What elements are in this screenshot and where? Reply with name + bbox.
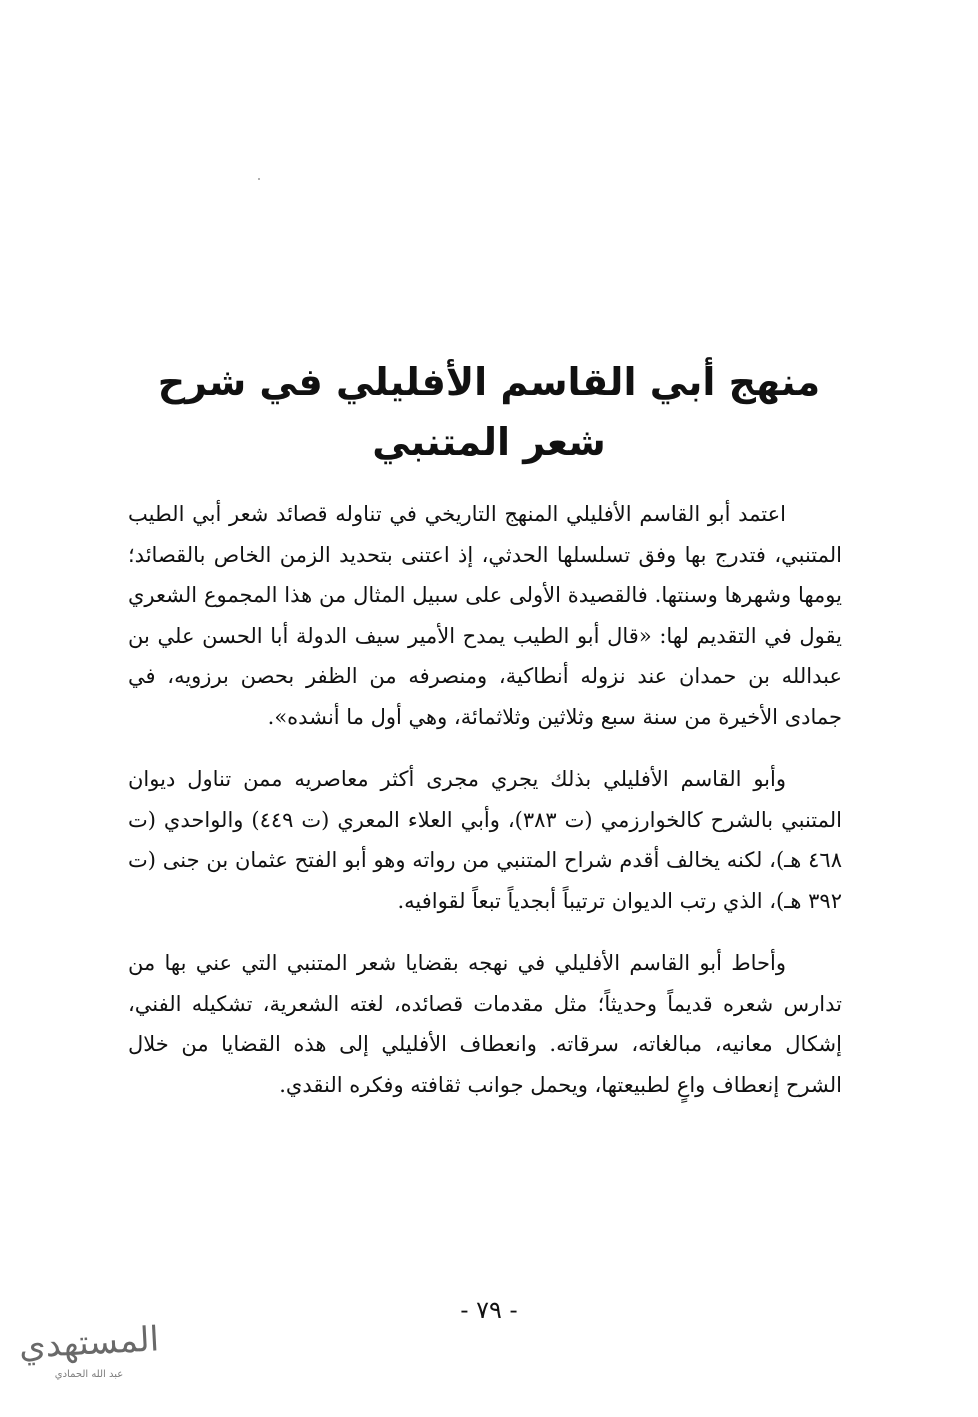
body-text xyxy=(128,494,842,1105)
paragraph-3: وأحاط أبو القاسم الأفليلي في نهجه بقضايا شعر المتنبي التي عني بها من تدارس شعره قديماً وحديثاً؛ مثل مقدمات قصائده، لغته الشعرية، تشكيله الفني، إشكال معانيه، مبالغاته، سرقاته. وانعطاف الأفليلي إلى هذه القضايا من خلال الشرح إنعطاف واعٍ لطبيعتها، ويحمل جوانب ثقافته وفكره النقدي. xyxy=(128,951,842,1097)
scan-speck xyxy=(258,178,260,180)
page-title: منهج أبي القاسم الأفليلي في شرح شعر المتنبي xyxy=(157,360,821,464)
library-logo xyxy=(14,1318,164,1406)
page-number: - ٧٩ - xyxy=(460,1296,518,1324)
logo-calligraphy: المستهدي xyxy=(17,1319,161,1367)
paragraph-2: وأبو القاسم الأفليلي بذلك يجري مجرى أكثر معاصريه ممن تناول ديوان المتنبي بالشرح كالخوارزمي (ت ٣٨٣)، وأبي العلاء المعري (ت ٤٤٩) والواحدي (ت ٤٦٨ هـ)، لكنه يخالف أقدم شراح المتنبي من رواته وهو أبو الفتح عثمان بن جنى (ت ٣٩٢ هـ)، الذي رتب الديوان ترتيباً أبجدياً تبعاً لقوافيه. xyxy=(128,767,842,913)
logo-subtitle: عبد الله الحمادي xyxy=(54,1369,124,1380)
paragraph-1: اعتمد أبو القاسم الأفليلي المنهج التاريخي في تناوله قصائد شعر أبي الطيب المتنبي، فتدرج بها وفق تسلسلها الحدثي، إذ اعتنى بتحديد الزمن الخاص بالقصائد؛ يومها وشهرها وسنتها. فالقصيدة الأولى على سبيل المثال من هذا المجموع الشعري يقول في التقديم لها: «قال أبو الطيب يمدح الأمير سيف الدولة أبا الحسن علي بن عبدالله بن حمدان عند نزوله أنطاكية، ومنصرفه من الظفر بحصن برزويه، في جمادى الأخيرة من سنة سبع وثلاثين وثلاثمائة، وهي أول ما أنشده». xyxy=(128,502,842,729)
